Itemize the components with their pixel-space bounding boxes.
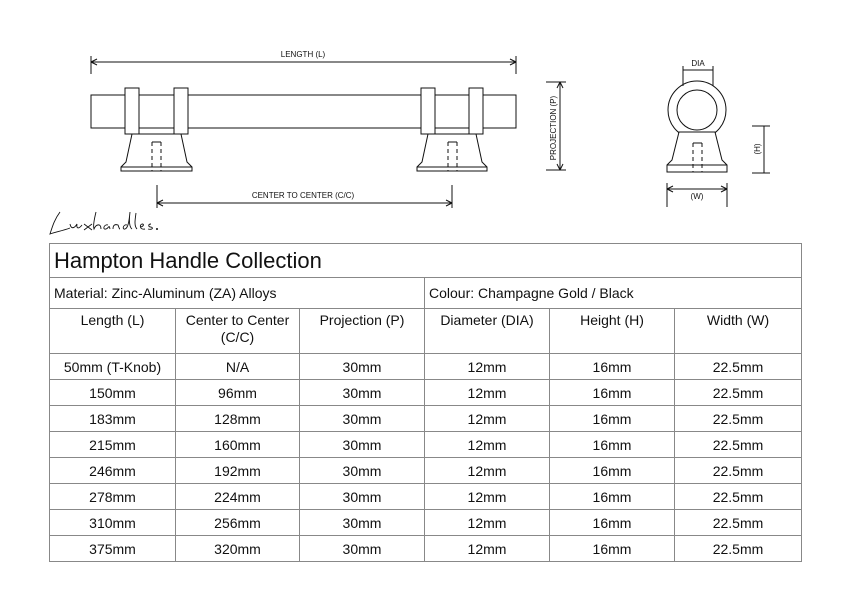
cell-projection: 30mm (300, 458, 425, 484)
cell-length: 183mm (50, 406, 176, 432)
header-projection: Projection (P) (300, 309, 425, 354)
cell-height: 16mm (550, 510, 675, 536)
side-view (667, 81, 727, 172)
table-row (50, 380, 802, 406)
cell-length: 150mm (50, 380, 176, 406)
cell-diameter: 12mm (425, 380, 550, 406)
header-length: Length (L) (50, 309, 176, 354)
cell-height: 16mm (550, 484, 675, 510)
cell-center-to-center: 224mm (176, 484, 300, 510)
cell-diameter: 12mm (425, 406, 550, 432)
cell-diameter: 12mm (425, 484, 550, 510)
table-row (50, 484, 802, 510)
cell-projection: 30mm (300, 510, 425, 536)
cell-width: 22.5mm (675, 510, 802, 536)
cell-length: 50mm (T-Knob) (50, 354, 176, 380)
cc-label: CENTER TO CENTER (C/C) (251, 191, 355, 200)
cell-height: 16mm (550, 354, 675, 380)
cell-height: 16mm (550, 432, 675, 458)
spec-table (49, 243, 802, 562)
cell-height: 16mm (550, 406, 675, 432)
cell-diameter: 12mm (425, 432, 550, 458)
cell-width: 22.5mm (675, 406, 802, 432)
length-label: LENGTH (L) (280, 50, 326, 59)
cell-center-to-center: 320mm (176, 536, 300, 562)
table-title: Hampton Handle Collection (50, 244, 802, 278)
cell-center-to-center: N/A (176, 354, 300, 380)
projection-label: PROJECTION (P) (549, 95, 558, 161)
cell-width: 22.5mm (675, 536, 802, 562)
cell-length: 215mm (50, 432, 176, 458)
table-row (50, 536, 802, 562)
table-row (50, 406, 802, 432)
cell-height: 16mm (550, 536, 675, 562)
cell-height: 16mm (550, 380, 675, 406)
handle-bar (91, 95, 516, 128)
cell-width: 22.5mm (675, 458, 802, 484)
cell-length: 310mm (50, 510, 176, 536)
table-body (50, 354, 802, 562)
colour-cell: Colour: Champagne Gold / Black (425, 278, 802, 309)
height-label: (H) (753, 143, 762, 155)
cell-projection: 30mm (300, 354, 425, 380)
cell-length: 246mm (50, 458, 176, 484)
cell-width: 22.5mm (675, 380, 802, 406)
header-width: Width (W) (675, 309, 802, 354)
cell-diameter: 12mm (425, 354, 550, 380)
header-height: Height (H) (550, 309, 675, 354)
technical-drawing (0, 0, 842, 240)
cell-projection: 30mm (300, 536, 425, 562)
cell-center-to-center: 160mm (176, 432, 300, 458)
cell-width: 22.5mm (675, 354, 802, 380)
table-row (50, 510, 802, 536)
cell-diameter: 12mm (425, 510, 550, 536)
table-row (50, 458, 802, 484)
cell-width: 22.5mm (675, 484, 802, 510)
cell-projection: 30mm (300, 432, 425, 458)
cell-center-to-center: 256mm (176, 510, 300, 536)
table-row (50, 432, 802, 458)
cell-center-to-center: 128mm (176, 406, 300, 432)
material-cell: Material: Zinc-Aluminum (ZA) Alloys (50, 278, 425, 309)
cell-diameter: 12mm (425, 458, 550, 484)
header-diameter: Diameter (DIA) (425, 309, 550, 354)
cell-width: 22.5mm (675, 432, 802, 458)
cell-projection: 30mm (300, 484, 425, 510)
cell-projection: 30mm (300, 406, 425, 432)
header-center-to-center: Center to Center (C/C) (176, 309, 300, 354)
cell-length: 278mm (50, 484, 176, 510)
cell-center-to-center: 192mm (176, 458, 300, 484)
dia-label: DIA (691, 59, 705, 68)
cell-height: 16mm (550, 458, 675, 484)
width-label: (W) (690, 192, 704, 201)
cell-center-to-center: 96mm (176, 380, 300, 406)
header-row (50, 309, 802, 354)
signature-logo (50, 212, 158, 234)
cell-diameter: 12mm (425, 536, 550, 562)
cell-length: 375mm (50, 536, 176, 562)
cell-projection: 30mm (300, 380, 425, 406)
table-row (50, 354, 802, 380)
